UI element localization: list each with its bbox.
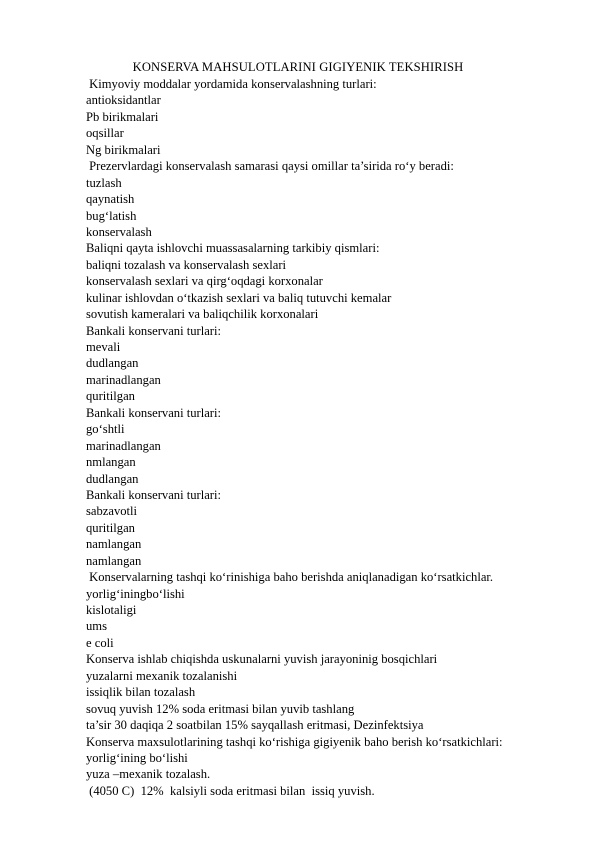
text-line: Konservalarning tashqi ko‘rinishiga baho berishda aniqlanadigan ko‘rsatkichlar. bbox=[86, 570, 494, 585]
text-line: ta’sir 30 daqiqa 2 soatbilan 15% sayqallash eritmasi, Dezinfektsiya bbox=[86, 718, 424, 733]
text-line: Prezervlardagi konservalash samarasi qaysi omillar ta’sirida ro‘y beradi: bbox=[86, 159, 454, 174]
text-line: Konserva maxsulotlarining tashqi ko‘rishiga gigiyenik baho berish ko‘rsatkichlari: bbox=[86, 734, 503, 749]
text-line: sovutish kameralari va baliqchilik korxonalari bbox=[86, 307, 319, 322]
text-line: nmlangan bbox=[86, 455, 136, 470]
text-line: Baliqni qayta ishlovchi muassasalarning tarkibiy qismlari: bbox=[86, 241, 380, 256]
text-line: yorlig‘ining bo‘lishi bbox=[86, 750, 188, 765]
text-line: (4050 C) 12% kalsiyli soda eritmasi bilan issiq yuvish. bbox=[86, 783, 375, 798]
document-body bbox=[86, 76, 586, 799]
text-line: quritilgan bbox=[86, 389, 135, 404]
text-line: bug‘latish bbox=[86, 208, 137, 223]
text-line: tuzlash bbox=[86, 175, 122, 190]
text-line: kulinar ishlovdan o‘tkazish sexlari va baliq tutuvchi kemalar bbox=[86, 290, 392, 305]
text-line: Kimyoviy moddalar yordamida konservalashning turlari: bbox=[86, 77, 377, 91]
text-line: issiqlik bilan tozalash bbox=[86, 685, 196, 700]
text-line: qaynatish bbox=[86, 192, 135, 207]
text-line: go‘shtli bbox=[86, 422, 125, 437]
text-line: dudlangan bbox=[86, 471, 139, 486]
text-line: oqsillar bbox=[86, 126, 124, 141]
text-line: namlangan bbox=[86, 553, 142, 568]
text-line: sabzavotli bbox=[86, 504, 138, 519]
text-line: namlangan bbox=[86, 537, 142, 552]
text-line: dudlangan bbox=[86, 356, 139, 371]
text-line: marinadlangan bbox=[86, 372, 161, 387]
text-line: e coli bbox=[86, 635, 114, 650]
text-line: marinadlangan bbox=[86, 438, 161, 453]
text-line: Pb birikmalari bbox=[86, 109, 159, 124]
text-line: Ng birikmalari bbox=[86, 142, 161, 157]
text-line: yuza –mexanik tozalash. bbox=[86, 767, 211, 782]
text-line: mevali bbox=[86, 340, 121, 354]
text-line: antioksidantlar bbox=[86, 93, 161, 108]
text-line: Konserva ishlab chiqishda uskunalarni yuvish jarayoninig bosqichlari bbox=[86, 652, 438, 667]
text-line: Bankali konservani turlari: bbox=[86, 323, 221, 338]
text-line: Bankali konservani turlari: bbox=[86, 487, 221, 502]
text-line: sovuq yuvish 12% soda eritmasi bilan yuvib tashlang bbox=[86, 701, 355, 716]
text-line: ums bbox=[86, 619, 107, 634]
text-line: Bankali konservani turlari: bbox=[86, 405, 221, 420]
text-line: kislotaligi bbox=[86, 603, 137, 617]
text-line: konservalash bbox=[86, 224, 152, 239]
text-line: konservalash sexlari va qirg‘oqdagi korxonalar bbox=[86, 274, 323, 289]
text-line: baliqni tozalash va konservalash sexlari bbox=[86, 257, 287, 272]
document-title: KONSERVA MAHSULOTLARINI GIGIYENIK TEKSHIRISH bbox=[132, 60, 464, 74]
text-line: quritilgan bbox=[86, 520, 135, 535]
text-line: yorlig‘iningbo‘lishi bbox=[86, 586, 185, 601]
text-line: yuzalarni mexanik tozalanishi bbox=[86, 668, 238, 683]
